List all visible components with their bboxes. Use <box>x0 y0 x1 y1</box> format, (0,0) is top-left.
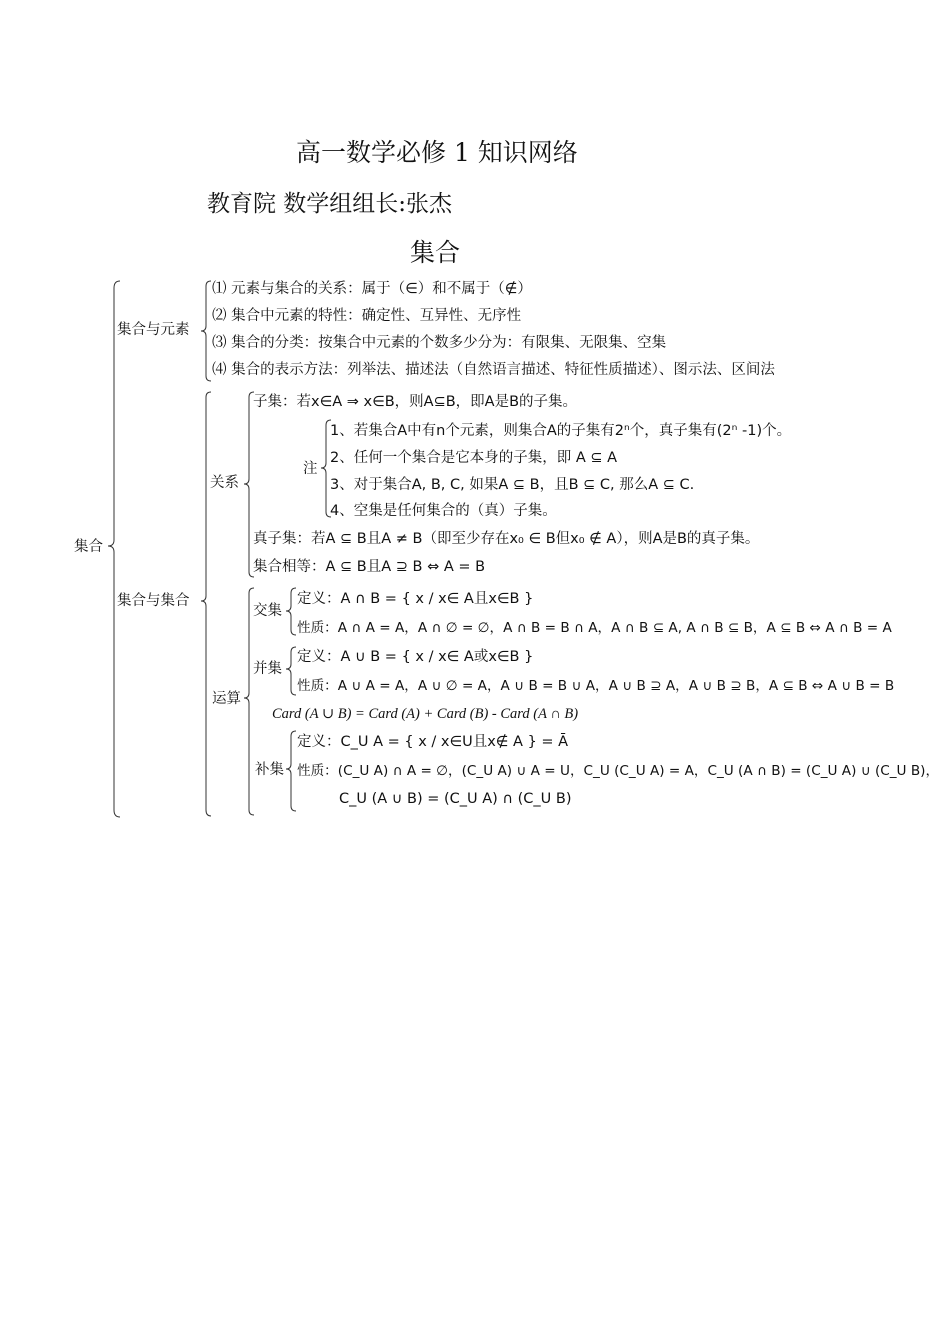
section-heading: 集合 <box>410 238 461 267</box>
intersection-properties: 性质：A ∩ A = A，A ∩ ∅ = ∅，A ∩ B = B ∩ A，A ∩ B ⊆ A, A ∩ B ⊆ B，A ⊆ B ⇔ A ∩ B = A <box>297 620 892 636</box>
note-item-2: 2、任何一个集合是它本身的子集，即 A ⊆ A <box>330 450 618 466</box>
note-item-4: 4、空集是任何集合的（真）子集。 <box>330 503 557 519</box>
intersection-label: 交集 <box>253 603 282 619</box>
complement-brace <box>286 731 296 811</box>
ops-brace <box>244 588 254 815</box>
note-item-3: 3、对于集合A, B, C, 如果A ⊆ B，且B ⊆ C, 那么A ⊆ C. <box>330 477 695 493</box>
set-equality-definition: 集合相等：A ⊆ B且A ⊇ B ⇔ A = B <box>253 559 486 575</box>
complement-properties-2: C_U (A ∪ B) = (C_U A) ∩ (C_U B) <box>339 791 572 807</box>
intersection-brace <box>286 588 296 635</box>
page-title: 高一数学必修 1 知识网络 <box>296 138 578 167</box>
proper-subset-definition: 真子集：若A ⊆ B且A ≠ B（即至少存在x₀ ∈ B但x₀ ∉ A），则A是B的真子集。 <box>253 531 760 547</box>
note-item-1: 1、若集合A中有n个元素，则集合A的子集有2ⁿ个，真子集有(2ⁿ -1)个。 <box>330 423 792 439</box>
union-label: 并集 <box>253 661 282 677</box>
complement-label: 补集 <box>255 762 284 778</box>
relation-node-label: 关系 <box>210 475 239 491</box>
elem-node-label: 集合与元素 <box>117 322 190 338</box>
sets-node-label: 集合与集合 <box>117 593 190 609</box>
intersection-definition: 定义：A ∩ B = { x / x∈ A且x∈B } <box>297 591 534 607</box>
union-definition: 定义：A ∪ B = { x / x∈ A或x∈B } <box>297 649 534 665</box>
author-line: 教育院 数学组组长:张杰 <box>207 191 453 217</box>
relation-brace <box>244 392 254 577</box>
subset-definition: 子集：若x∈A ⇒ x∈B，则A⊆B，即A是B的子集。 <box>253 394 578 410</box>
cardinality-formula: Card (A ∪ B) = Card (A) + Card (B) - Card (A ∩ B) <box>272 706 579 722</box>
root-node: 集合 <box>74 539 103 555</box>
elem-item-4: ⑷ 集合的表示方法：列举法、描述法（自然语言描述、特征性质描述）、图示法、区间法 <box>212 362 775 378</box>
elem-item-2: ⑵ 集合中元素的特性：确定性、互异性、无序性 <box>212 308 522 324</box>
root-brace <box>108 281 120 817</box>
union-properties: 性质：A ∪ A = A，A ∪ ∅ = A，A ∪ B = B ∪ A，A ∪ B ⊇ A，A ∪ B ⊇ B，A ⊆ B ⇔ A ∪ B = B <box>297 678 895 694</box>
elem-brace <box>201 281 211 381</box>
note-label: 注 <box>303 461 318 477</box>
sets-brace <box>201 392 211 816</box>
elem-item-1: ⑴ 元素与集合的关系：属于（∈）和不属于（∉） <box>212 281 532 297</box>
union-brace <box>286 647 296 695</box>
ops-node-label: 运算 <box>212 691 241 707</box>
elem-item-3: ⑶ 集合的分类：按集合中元素的个数多少分为：有限集、无限集、空集 <box>212 335 667 351</box>
complement-properties-1: 性质：(C_U A) ∩ A = ∅，(C_U A) ∪ A = U，C_U (C_U A) = A，C_U (A ∩ B) = (C_U A) ∪ (C_U B)， <box>297 763 940 779</box>
complement-definition: 定义：C_U A = { x / x∈U且x∉ A } = Ā <box>297 734 569 750</box>
